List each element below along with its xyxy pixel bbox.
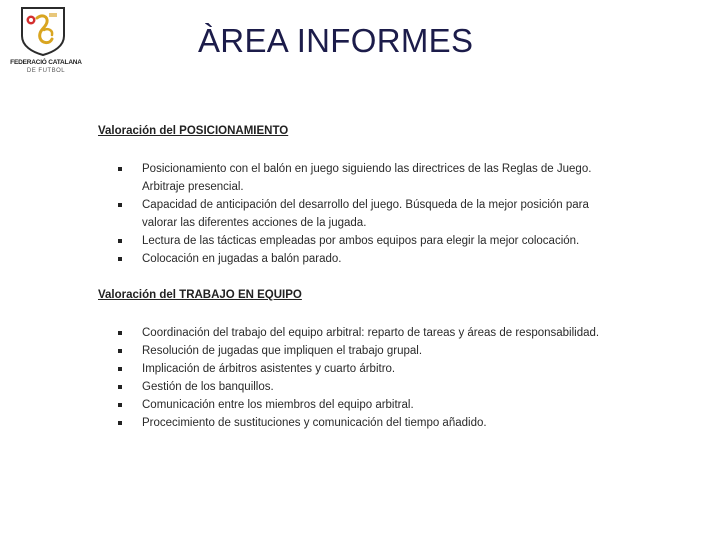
bullet-icon — [118, 167, 122, 171]
list-item — [98, 232, 610, 250]
list-item-text: Posicionamiento con el balón en juego siguiendo las directrices de las Reglas de Juego. Arbitraje presencial. — [142, 163, 592, 193]
bullet-icon — [118, 257, 122, 261]
list-item-text: Resolución de jugadas que impliquen el trabajo grupal. — [142, 345, 423, 357]
list-item-text: Colocación en jugadas a balón parado. — [142, 253, 342, 265]
list-item — [98, 360, 610, 378]
list-item-text: Gestión de los banquillos. — [142, 381, 274, 393]
list-item — [98, 342, 610, 360]
logo-subtext: DE FUTBOL — [26, 68, 66, 74]
list-item-text: Lectura de las tácticas empleadas por ambos equipos para elegir la mejor colocación. — [142, 235, 580, 247]
section-heading: Valoración del POSICIONAMIENTO — [98, 125, 289, 137]
list-item — [98, 160, 610, 196]
bullet-icon — [118, 203, 122, 207]
section-trabajo-en-equipo — [98, 288, 610, 432]
bullet-icon — [118, 421, 122, 425]
bullet-icon — [118, 385, 122, 389]
bullet-icon — [118, 367, 122, 371]
bullet-icon — [118, 331, 122, 335]
list-item-text: Comunicación entre los miembros del equipo arbitral. — [142, 399, 414, 411]
list-item — [98, 196, 610, 232]
list-item — [98, 414, 610, 432]
list-item-text: Coordinación del trabajo del equipo arbitral: reparto de tareas y áreas de responsabilidad. — [142, 327, 600, 339]
logo-text: FEDERACIÓ CATALANA — [10, 59, 82, 66]
bullet-icon — [118, 349, 122, 353]
list-item — [98, 250, 610, 268]
section-posicionamiento — [98, 124, 610, 268]
bullet-list — [98, 324, 610, 432]
bullet-list — [98, 160, 610, 268]
bullet-icon — [118, 239, 122, 243]
bullet-icon — [118, 403, 122, 407]
list-item — [98, 324, 610, 342]
page-title: ÀREA INFORMES — [198, 22, 474, 59]
list-item — [98, 396, 610, 414]
federation-logo — [4, 4, 88, 76]
list-item-text: Procecimiento de sustituciones y comunicación del tiempo añadido. — [142, 417, 487, 429]
list-item — [98, 378, 610, 396]
list-item-text: Capacidad de anticipación del desarrollo del juego. Búsqueda de la mejor posición para valorar las diferentes acciones de la jugada. — [142, 199, 589, 229]
list-item-text: Implicación de árbitros asistentes y cuarto árbitro. — [142, 363, 396, 375]
shield-logo-icon — [20, 6, 66, 56]
section-heading: Valoración del TRABAJO EN EQUIPO — [98, 289, 302, 301]
